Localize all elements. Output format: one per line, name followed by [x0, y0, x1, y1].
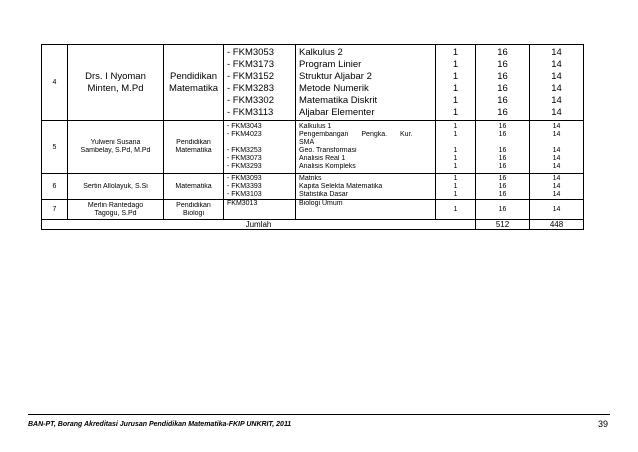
lecturer-name-cell: Merlin Rantedago Tagogu, S.Pd [68, 200, 164, 220]
study-program-cell: Pendidikan Biologi [164, 200, 224, 220]
actual-meetings-cell: 14 [530, 200, 584, 220]
page-number: 39 [597, 419, 608, 429]
total-planned: 512 [476, 220, 530, 230]
footer-rule [28, 414, 610, 415]
lecturer-name-cell: Sertin Allolayuk, S.Si [68, 174, 164, 200]
table-row [42, 200, 584, 220]
row-number: 6 [42, 174, 68, 200]
credit-cell: 1 [436, 200, 476, 220]
planned-meetings-cell: 16 16 16 16 16 [476, 121, 530, 174]
total-label: Jumlah [42, 220, 476, 230]
table-row [42, 121, 584, 174]
row-number: 4 [42, 45, 68, 121]
course-name-cell: Kalkulus 2 Program Linier Struktur Aljabar 2 Metode Numerik Matematika Diskrit Aljabar Elementer [296, 45, 436, 121]
footer-text: BAN-PT, Borang Akreditasi Jurusan Pendidikan Matematika-FKIP UNKRIT, 2011 [28, 421, 292, 428]
table-row [42, 174, 584, 200]
lecturer-name-cell: Drs. I Nyoman Minten, M.Pd [68, 45, 164, 121]
table-row [42, 45, 584, 121]
credit-cell: 1 1 1 1 1 [436, 121, 476, 174]
total-row [42, 220, 584, 230]
credit-cell: 1 1 1 1 1 1 [436, 45, 476, 121]
course-code-cell: - FKM3093 - FKM3393 - FKM3103 [224, 174, 296, 200]
course-name-cell: Biologi Umum [296, 200, 436, 220]
credit-cell: 1 1 1 [436, 174, 476, 200]
planned-meetings-cell: 16 16 16 16 16 16 [476, 45, 530, 121]
actual-meetings-cell: 14 14 14 14 14 14 [530, 45, 584, 121]
planned-meetings-cell: 16 16 16 [476, 174, 530, 200]
study-program-cell: Pendidikan Matematika [164, 45, 224, 121]
row-number: 7 [42, 200, 68, 220]
actual-meetings-cell: 14 14 14 [530, 174, 584, 200]
lecturer-name-cell: Yulweni Susana Sambelay, S.Pd, M.Pd [68, 121, 164, 174]
study-program-cell: Pendidikan Matematika [164, 121, 224, 174]
actual-meetings-cell: 14 14 14 14 14 [530, 121, 584, 174]
course-name-cell: Matriks Kapita Selekta Matematika Statistika Dasar [296, 174, 436, 200]
planned-meetings-cell: 16 [476, 200, 530, 220]
total-actual: 448 [530, 220, 584, 230]
study-program-cell: Matematika [164, 174, 224, 200]
course-code-cell: FKM3013 [224, 200, 296, 220]
teaching-load-table [41, 44, 584, 230]
course-code-cell: - FKM3053 - FKM3173 - FKM3152 - FKM3283 - FKM3302 - FKM3113 [224, 45, 296, 121]
course-code-cell: - FKM3043 - FKM4023 - FKM3253 - FKM3073 - FKM3293 [224, 121, 296, 174]
course-name-cell: Kalkulus 1 Pengembangan Pengka. Kur. SMA Geo. Transformasi Analisis Real 1 Analisis Kompleks [296, 121, 436, 174]
course-name-justified: Pengembangan Pengka. Kur. [299, 131, 413, 138]
row-number: 5 [42, 121, 68, 174]
